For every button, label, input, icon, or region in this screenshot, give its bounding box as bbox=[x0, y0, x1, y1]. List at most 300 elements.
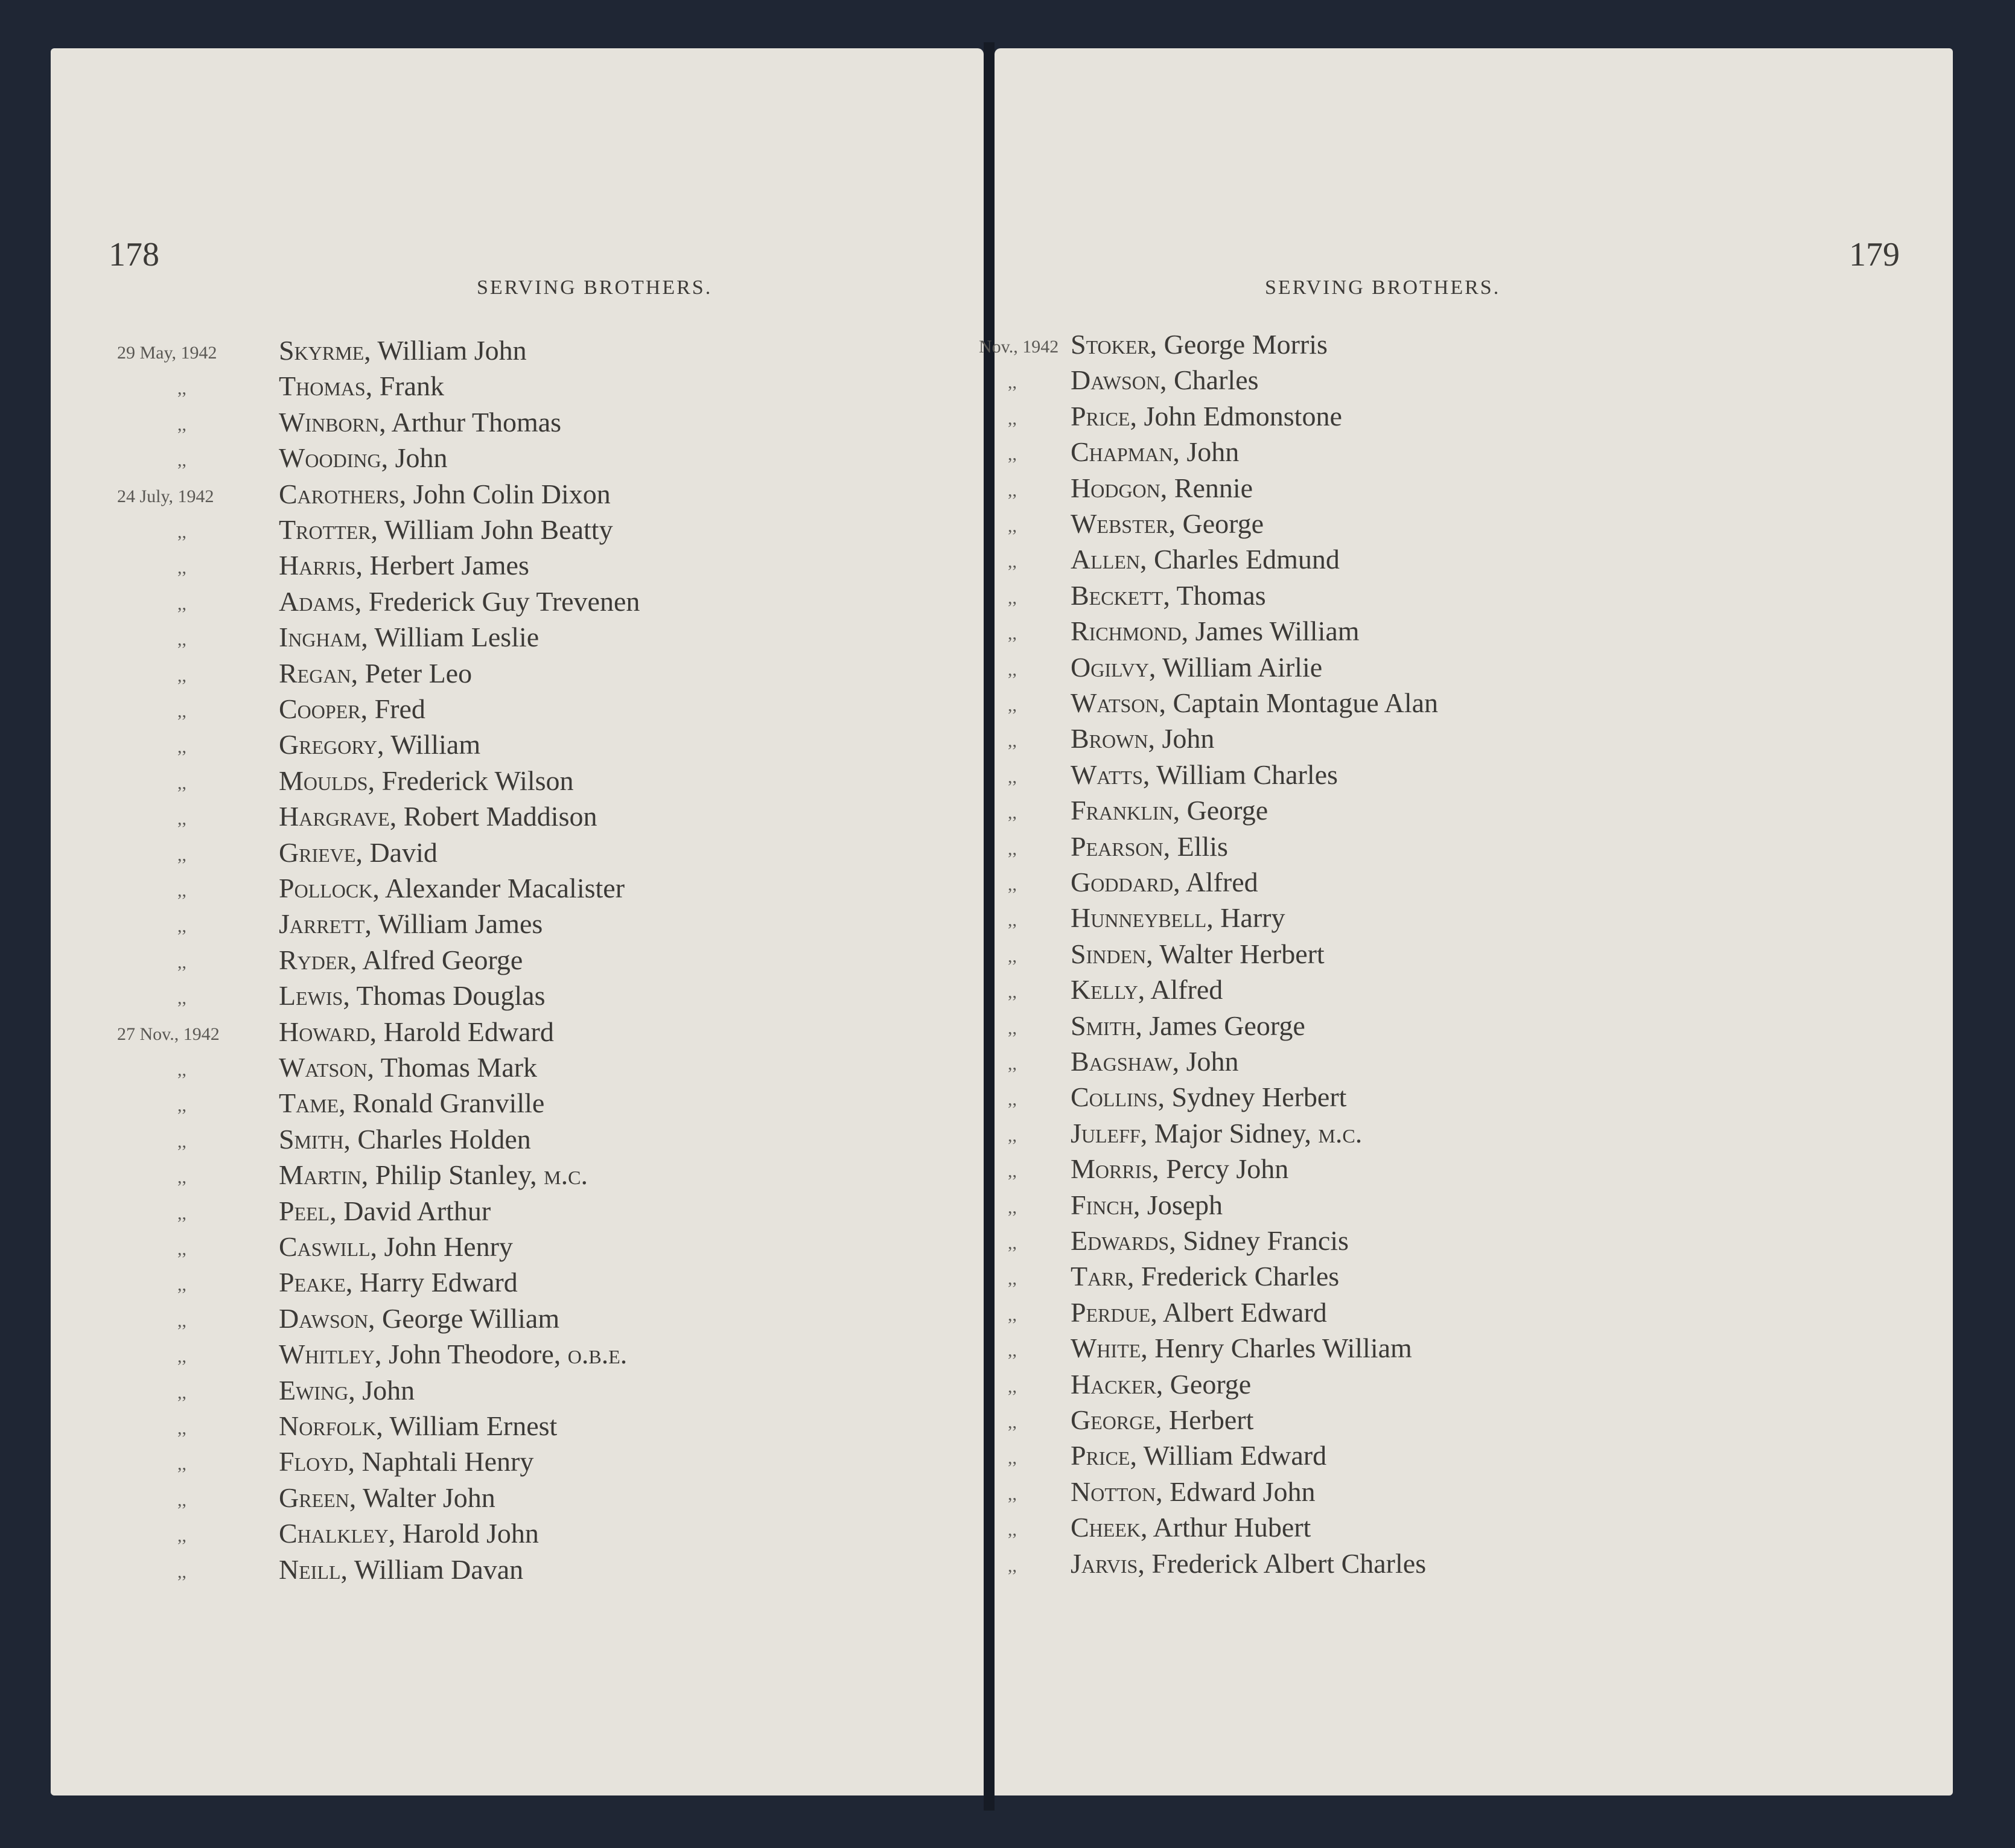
ditto-mark: ,, bbox=[1008, 838, 1017, 859]
given-names: , James William bbox=[1181, 616, 1360, 647]
entry-name bbox=[279, 1195, 491, 1227]
surname: Tame bbox=[279, 1088, 339, 1119]
given-names: , John Henry bbox=[370, 1231, 513, 1262]
ditto-mark: ,, bbox=[1008, 1448, 1017, 1468]
entry-row bbox=[995, 1189, 1953, 1225]
entry-row bbox=[995, 1439, 1953, 1476]
entry-name bbox=[1071, 1547, 1426, 1579]
surname: Stoker bbox=[1071, 329, 1150, 360]
surname: Floyd bbox=[279, 1446, 348, 1477]
given-names: , Charles Edmund bbox=[1139, 544, 1340, 575]
surname: Collins bbox=[1071, 1082, 1158, 1113]
entry-name bbox=[279, 478, 611, 510]
ditto-mark: ,, bbox=[1008, 1197, 1017, 1217]
entry-date: 24 July, 1942 bbox=[117, 486, 214, 506]
entry-name bbox=[1071, 651, 1322, 683]
given-names: , Charles Holden bbox=[343, 1123, 531, 1155]
ditto-mark: ,, bbox=[177, 1490, 186, 1510]
surname: Norfolk bbox=[279, 1410, 377, 1441]
given-names: , Frank bbox=[365, 371, 445, 402]
entry-row bbox=[995, 830, 1953, 867]
entry-name bbox=[1071, 579, 1266, 611]
entry-date: Nov., 1942 bbox=[979, 337, 1059, 357]
entry-name bbox=[1071, 1045, 1238, 1077]
entry-row bbox=[995, 1225, 1953, 1261]
entry-row bbox=[995, 400, 1953, 436]
given-names: , John bbox=[1172, 1046, 1239, 1077]
entry-row bbox=[51, 1517, 984, 1553]
entry-name bbox=[1071, 1260, 1339, 1292]
honour: m.c. bbox=[536, 1159, 588, 1191]
entry-row bbox=[51, 514, 984, 550]
given-names: , John Theodore, bbox=[374, 1339, 561, 1370]
entry-row bbox=[995, 1368, 1953, 1404]
ditto-mark: ,, bbox=[177, 629, 186, 650]
surname: Watts bbox=[1071, 759, 1143, 790]
entry-name bbox=[1071, 472, 1253, 504]
given-names: , William James bbox=[364, 908, 543, 940]
surname: Thomas bbox=[279, 371, 366, 402]
entry-row bbox=[51, 621, 984, 657]
given-names: , John bbox=[348, 1374, 415, 1406]
ditto-mark: ,, bbox=[177, 1561, 186, 1582]
ditto-mark: ,, bbox=[177, 844, 186, 865]
entry-row bbox=[51, 478, 984, 514]
ditto-mark: ,, bbox=[177, 1060, 186, 1080]
given-names: , Frederick Wilson bbox=[368, 765, 574, 796]
entry-row bbox=[51, 1553, 984, 1590]
ditto-mark: ,, bbox=[1008, 875, 1017, 894]
surname: Dawson bbox=[1071, 365, 1160, 396]
surname: Pollock bbox=[279, 873, 373, 903]
surname: Carothers bbox=[279, 478, 399, 509]
entry-row bbox=[995, 1153, 1953, 1189]
ditto-mark: ,, bbox=[177, 1167, 186, 1188]
surname: Franklin bbox=[1071, 795, 1173, 826]
surname: Regan bbox=[279, 657, 351, 689]
surname: Webster bbox=[1071, 508, 1169, 539]
entry-row bbox=[51, 1338, 984, 1374]
given-names: , David bbox=[355, 836, 438, 868]
entry-name bbox=[1071, 973, 1223, 1005]
entry-name bbox=[1071, 1189, 1223, 1221]
given-names: , William Leslie bbox=[361, 622, 540, 653]
surname: George bbox=[1071, 1404, 1155, 1435]
given-names: , Naphtali Henry bbox=[348, 1446, 534, 1477]
entry-row bbox=[51, 1302, 984, 1339]
ditto-mark: ,, bbox=[177, 665, 186, 686]
entry-name bbox=[279, 334, 527, 366]
entry-row bbox=[51, 1016, 984, 1052]
ditto-mark: ,, bbox=[177, 1310, 186, 1331]
surname: Wooding bbox=[279, 442, 381, 474]
entry-row bbox=[995, 1045, 1953, 1082]
ditto-mark: ,, bbox=[1008, 1304, 1017, 1325]
entry-name bbox=[1071, 1511, 1311, 1543]
ditto-mark: ,, bbox=[177, 773, 186, 793]
entry-name bbox=[279, 1553, 523, 1585]
entry-row bbox=[51, 980, 984, 1016]
given-names: , Sidney Francis bbox=[1169, 1225, 1349, 1256]
given-names: , Alfred George bbox=[349, 944, 523, 975]
surname: Harris bbox=[279, 550, 356, 581]
entry-row bbox=[995, 615, 1953, 651]
surname: Smith bbox=[279, 1123, 344, 1155]
surname: Winborn bbox=[279, 406, 380, 438]
entry-row bbox=[995, 579, 1953, 616]
ditto-mark: ,, bbox=[1008, 1089, 1017, 1110]
entry-row bbox=[995, 759, 1953, 795]
surname: Bagshaw bbox=[1071, 1046, 1173, 1077]
ditto-mark: ,, bbox=[177, 881, 186, 900]
given-names: , George Morris bbox=[1150, 329, 1328, 360]
entry-row bbox=[51, 1410, 984, 1446]
given-names: , Major Sidney, bbox=[1140, 1117, 1311, 1149]
surname: Hodgon bbox=[1071, 472, 1160, 503]
entry-row bbox=[979, 328, 1953, 365]
given-names: , Henry Charles William bbox=[1141, 1333, 1412, 1364]
ditto-mark: ,, bbox=[177, 988, 186, 1008]
entry-name bbox=[279, 1016, 554, 1048]
surname: Smith bbox=[1071, 1010, 1136, 1041]
ditto-mark: ,, bbox=[177, 1454, 186, 1474]
entry-row bbox=[51, 370, 984, 406]
given-names: , Arthur Hubert bbox=[1141, 1512, 1311, 1543]
entry-name bbox=[279, 1266, 518, 1298]
surname: Gregory bbox=[279, 729, 378, 760]
surname: Ogilvy bbox=[1071, 651, 1149, 683]
given-names: , Peter Leo bbox=[351, 657, 473, 689]
ditto-mark: ,, bbox=[1008, 946, 1017, 966]
entry-name bbox=[1071, 1476, 1316, 1508]
entry-name bbox=[279, 585, 640, 617]
given-names: , George bbox=[1156, 1368, 1252, 1400]
ditto-mark: ,, bbox=[1008, 910, 1017, 931]
ditto-mark: ,, bbox=[177, 1275, 186, 1295]
given-names: , William John bbox=[364, 335, 527, 366]
entry-row bbox=[995, 364, 1953, 400]
surname: Sinden bbox=[1071, 938, 1147, 969]
entry-name bbox=[279, 1374, 415, 1406]
given-names: , James George bbox=[1135, 1010, 1305, 1041]
entry-name bbox=[1071, 615, 1360, 647]
surname: Goddard bbox=[1071, 867, 1174, 897]
ditto-mark: ,, bbox=[1008, 1161, 1017, 1182]
given-names: , Thomas Mark bbox=[367, 1052, 538, 1083]
ditto-mark: ,, bbox=[1008, 659, 1017, 680]
entry-row bbox=[51, 442, 984, 478]
entry-name bbox=[279, 1482, 495, 1514]
given-names: , John Colin Dixon bbox=[399, 478, 611, 509]
entry-name bbox=[279, 872, 625, 904]
ditto-mark: ,, bbox=[177, 952, 186, 972]
entry-row bbox=[995, 1476, 1953, 1512]
entry-name bbox=[1071, 830, 1228, 862]
ditto-mark: ,, bbox=[177, 701, 186, 721]
entry-date: 29 May, 1942 bbox=[117, 343, 217, 363]
surname: Brown bbox=[1071, 723, 1148, 754]
given-names: , William John Beatty bbox=[371, 514, 613, 545]
ditto-mark: ,, bbox=[177, 916, 186, 937]
entry-row bbox=[51, 1159, 984, 1195]
ditto-mark: ,, bbox=[1008, 731, 1017, 751]
entry-name bbox=[1071, 902, 1285, 934]
entry-name bbox=[1071, 866, 1258, 898]
given-names: , Captain Montague Alan bbox=[1159, 687, 1439, 718]
ditto-mark: ,, bbox=[1008, 1054, 1017, 1074]
ditto-mark: ,, bbox=[1008, 1269, 1017, 1289]
given-names: , John Edmonstone bbox=[1130, 400, 1342, 432]
entry-date: 27 Nov., 1942 bbox=[117, 1024, 220, 1044]
entry-name bbox=[279, 1159, 588, 1191]
given-names: , Joseph bbox=[1133, 1189, 1223, 1220]
given-names: , Harry bbox=[1206, 902, 1285, 934]
surname: Cooper bbox=[279, 693, 361, 724]
ditto-mark: ,, bbox=[177, 1526, 186, 1546]
given-names: , Sydney Herbert bbox=[1157, 1082, 1347, 1113]
given-names: , Frederick Albert Charles bbox=[1138, 1547, 1427, 1579]
ditto-mark: ,, bbox=[1008, 1483, 1017, 1504]
entry-name bbox=[1071, 400, 1342, 432]
entry-name bbox=[279, 657, 472, 689]
entry-name bbox=[1071, 508, 1264, 540]
surname: Chapman bbox=[1071, 436, 1173, 468]
surname: Grieve bbox=[279, 836, 356, 868]
surname: Whitley bbox=[279, 1339, 375, 1370]
given-names: , Robert Maddison bbox=[389, 801, 597, 832]
ditto-mark: ,, bbox=[177, 737, 186, 757]
given-names: , William Ernest bbox=[376, 1410, 558, 1441]
book-gutter bbox=[984, 42, 995, 1811]
entry-row bbox=[51, 836, 984, 873]
ditto-mark: ,, bbox=[1008, 552, 1017, 572]
entry-name bbox=[1071, 1117, 1362, 1149]
entry-row bbox=[995, 436, 1953, 472]
entry-row bbox=[51, 1051, 984, 1088]
ditto-mark: ,, bbox=[177, 378, 186, 399]
entry-name bbox=[1071, 1010, 1305, 1042]
ditto-mark: ,, bbox=[1008, 982, 1017, 1002]
entry-row bbox=[51, 872, 984, 908]
surname: Ryder bbox=[279, 944, 350, 975]
entry-name bbox=[1071, 687, 1438, 719]
surname: Morris bbox=[1071, 1153, 1153, 1185]
entry-name bbox=[1071, 1439, 1326, 1471]
ditto-mark: ,, bbox=[1008, 408, 1017, 429]
entry-row bbox=[51, 800, 984, 836]
surname: Peake bbox=[279, 1267, 346, 1298]
ditto-mark: ,, bbox=[1008, 1555, 1017, 1576]
entry-name bbox=[279, 944, 523, 976]
entry-name bbox=[279, 1517, 539, 1549]
surname: Notton bbox=[1071, 1476, 1156, 1507]
given-names: , Ronald Granville bbox=[339, 1088, 545, 1119]
given-names: , George bbox=[1173, 795, 1269, 826]
surname: Perdue bbox=[1071, 1296, 1151, 1328]
entry-name bbox=[1071, 1332, 1412, 1364]
ditto-mark: ,, bbox=[177, 1131, 186, 1152]
given-names: , George bbox=[1168, 508, 1264, 539]
surname: Price bbox=[1071, 1440, 1130, 1471]
surname: Finch bbox=[1071, 1189, 1133, 1220]
entry-name bbox=[279, 693, 425, 725]
surname: Martin bbox=[279, 1159, 361, 1191]
given-names: , Frederick Charles bbox=[1127, 1261, 1340, 1292]
surname: Skyrme bbox=[279, 335, 364, 366]
ditto-mark: ,, bbox=[177, 1095, 186, 1116]
entry-row bbox=[995, 1547, 1953, 1584]
entry-name bbox=[279, 406, 561, 438]
entry-row bbox=[995, 1404, 1953, 1440]
entry-row bbox=[995, 902, 1953, 938]
entry-row bbox=[995, 1296, 1953, 1333]
entry-name bbox=[279, 514, 613, 546]
page-number: 179 bbox=[1849, 236, 1900, 273]
surname: Beckett bbox=[1071, 579, 1163, 611]
running-head: SERVING BROTHERS. bbox=[1265, 276, 1501, 299]
entry-row bbox=[51, 1123, 984, 1159]
surname: Allen bbox=[1071, 544, 1140, 575]
ditto-mark: ,, bbox=[177, 1203, 186, 1223]
ditto-mark: ,, bbox=[177, 1382, 186, 1403]
entry-name bbox=[279, 1051, 537, 1083]
entry-row bbox=[995, 722, 1953, 759]
entry-name bbox=[279, 800, 597, 832]
entry-row bbox=[51, 1266, 984, 1302]
entry-row bbox=[995, 866, 1953, 902]
given-names: , Philip Stanley, bbox=[361, 1159, 537, 1191]
entry-name bbox=[1071, 938, 1325, 970]
ditto-mark: ,, bbox=[1008, 516, 1017, 536]
entry-row bbox=[51, 908, 984, 944]
ditto-mark: ,, bbox=[1008, 1125, 1017, 1145]
entry-name bbox=[1071, 1368, 1251, 1400]
ditto-mark: ,, bbox=[1008, 766, 1017, 787]
entry-row bbox=[995, 1332, 1953, 1368]
given-names: , William Charles bbox=[1142, 759, 1338, 790]
given-names: , David Arthur bbox=[329, 1195, 491, 1226]
given-names: , John bbox=[381, 442, 448, 474]
entry-row bbox=[51, 334, 984, 371]
entry-name bbox=[1071, 1153, 1288, 1185]
ditto-mark: ,, bbox=[177, 450, 186, 471]
entry-row bbox=[51, 585, 984, 622]
entry-name bbox=[279, 908, 543, 940]
entry-name bbox=[1071, 1081, 1346, 1113]
page-number: 178 bbox=[109, 236, 159, 273]
entry-row bbox=[995, 472, 1953, 508]
surname: Jarrett bbox=[279, 908, 365, 940]
entry-name bbox=[279, 370, 444, 402]
entry-row bbox=[51, 728, 984, 765]
ditto-mark: ,, bbox=[1008, 1233, 1017, 1253]
entry-name bbox=[1071, 436, 1239, 468]
entry-name bbox=[1071, 759, 1338, 791]
ditto-mark: ,, bbox=[1008, 1520, 1017, 1540]
surname: Ewing bbox=[279, 1374, 349, 1406]
entry-name bbox=[279, 1338, 627, 1370]
entry-name bbox=[279, 765, 574, 797]
ditto-mark: ,, bbox=[177, 558, 186, 578]
entry-name bbox=[1071, 1404, 1253, 1436]
given-names: , Albert Edward bbox=[1150, 1296, 1327, 1328]
ditto-mark: ,, bbox=[177, 414, 186, 435]
entry-name bbox=[279, 1410, 557, 1442]
surname: Juleff bbox=[1071, 1117, 1141, 1149]
surname: Green bbox=[279, 1482, 349, 1513]
entry-name bbox=[1071, 1225, 1349, 1257]
ditto-mark: ,, bbox=[177, 522, 186, 542]
surname: Moulds bbox=[279, 765, 368, 796]
surname: Adams bbox=[279, 585, 355, 617]
given-names: , Thomas Douglas bbox=[343, 980, 546, 1012]
ditto-mark: ,, bbox=[1008, 1340, 1017, 1361]
surname: Dawson bbox=[279, 1302, 368, 1334]
entry-row bbox=[995, 794, 1953, 830]
given-names: , William bbox=[377, 729, 481, 760]
entry-row bbox=[51, 549, 984, 585]
running-head: SERVING BROTHERS. bbox=[477, 276, 713, 299]
entry-name bbox=[279, 980, 546, 1012]
entry-row bbox=[51, 1087, 984, 1123]
entry-name bbox=[1071, 328, 1328, 360]
surname: Jarvis bbox=[1071, 1547, 1138, 1579]
entry-name bbox=[279, 549, 529, 581]
given-names: , Frederick Guy Trevenen bbox=[354, 585, 640, 617]
entry-row bbox=[51, 693, 984, 729]
entry-row bbox=[995, 687, 1953, 723]
entry-row bbox=[51, 1374, 984, 1410]
surname: Tarr bbox=[1071, 1261, 1127, 1292]
entry-name bbox=[1071, 722, 1214, 754]
given-names: , John bbox=[1148, 723, 1215, 754]
ditto-mark: ,, bbox=[1008, 695, 1017, 715]
entry-name bbox=[1071, 364, 1259, 396]
entry-name bbox=[279, 836, 438, 868]
honour: o.b.e. bbox=[561, 1339, 628, 1370]
given-names: , William Edward bbox=[1130, 1440, 1327, 1471]
surname: Watson bbox=[279, 1052, 368, 1083]
surname: Price bbox=[1071, 400, 1130, 432]
surname: Peel bbox=[279, 1195, 330, 1226]
given-names: , Thomas bbox=[1163, 579, 1266, 611]
surname: White bbox=[1071, 1333, 1141, 1364]
entry-row bbox=[51, 1195, 984, 1231]
surname: Pearson bbox=[1071, 830, 1163, 862]
given-names: , George William bbox=[368, 1302, 560, 1334]
entry-row bbox=[995, 938, 1953, 974]
given-names: , William Davan bbox=[340, 1553, 524, 1585]
given-names: , Ellis bbox=[1163, 830, 1228, 862]
given-names: , Harold John bbox=[388, 1518, 539, 1549]
given-names: , Alexander Macalister bbox=[372, 873, 625, 903]
entry-name bbox=[279, 1445, 533, 1477]
entry-name bbox=[279, 728, 480, 760]
ditto-mark: ,, bbox=[1008, 1412, 1017, 1432]
surname: Hargrave bbox=[279, 801, 390, 832]
surname: Cheek bbox=[1071, 1512, 1141, 1543]
ditto-mark: ,, bbox=[1008, 444, 1017, 465]
entry-name bbox=[1071, 543, 1340, 575]
entry-row bbox=[995, 1117, 1953, 1153]
ditto-mark: ,, bbox=[1008, 372, 1017, 393]
entry-row bbox=[51, 1445, 984, 1482]
entry-row bbox=[51, 1231, 984, 1267]
given-names: , Alfred bbox=[1138, 974, 1223, 1005]
surname: Hunneybell bbox=[1071, 902, 1207, 934]
entry-row bbox=[995, 543, 1953, 579]
entry-name bbox=[279, 1087, 544, 1119]
